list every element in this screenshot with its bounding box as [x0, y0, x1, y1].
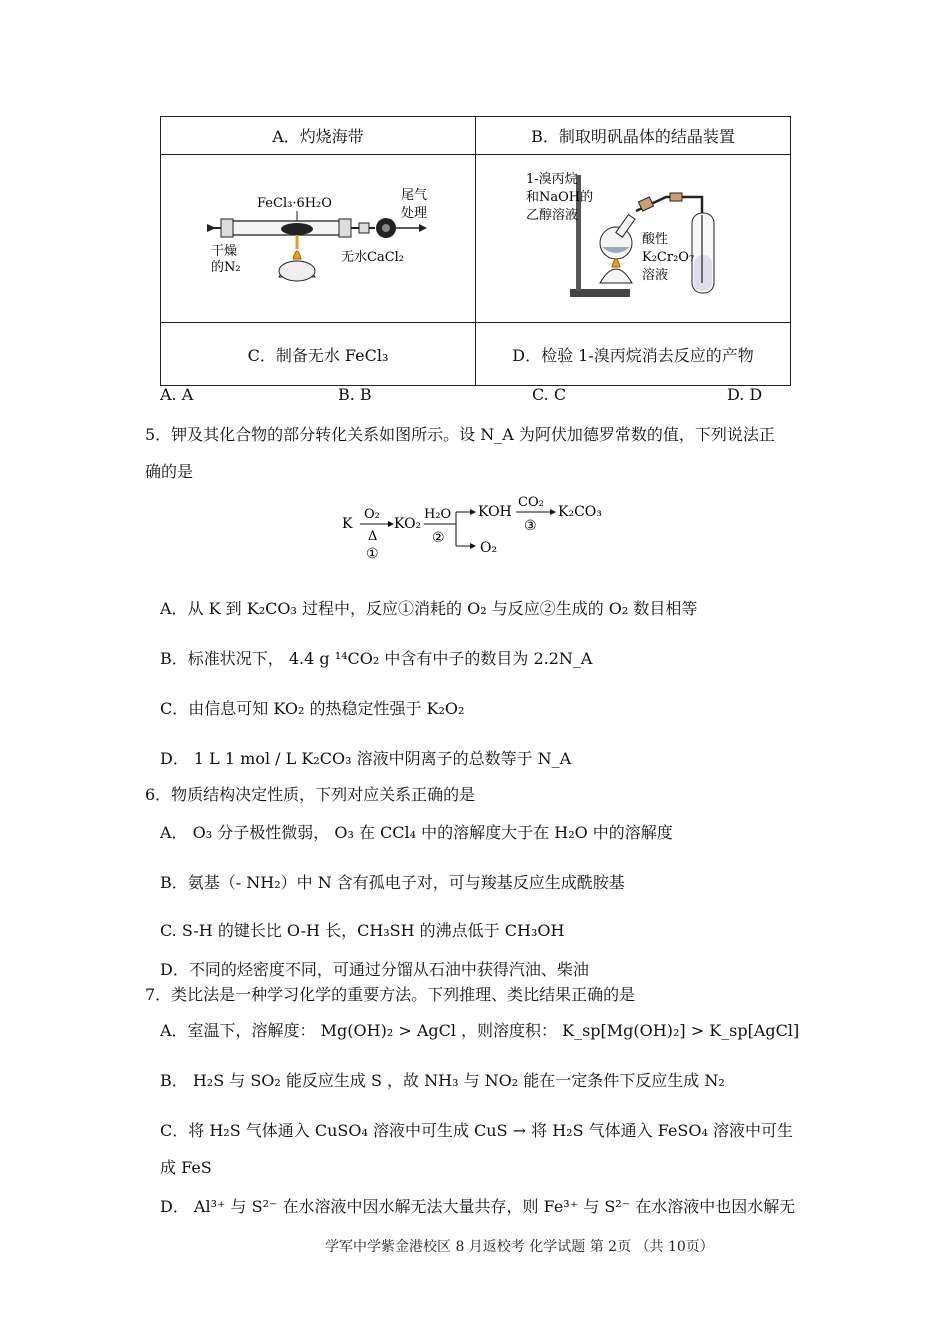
scheme-c3: ③	[524, 518, 537, 534]
cell-c-label: C．制备无水 FeCl₃	[161, 323, 476, 386]
q5-stem-line2: 确的是	[145, 462, 194, 481]
scheme-o2: O₂	[364, 507, 380, 522]
choice-a: A. A	[160, 385, 194, 404]
scheme-o2-product: O₂	[480, 540, 498, 556]
label-r2: K₂Cr₂O₇	[642, 250, 695, 265]
q5-option-a: A．从 K 到 K₂CO₃ 过程中，反应①消耗的 O₂ 与反应②生成的 O₂ 数目相等	[160, 599, 698, 618]
scheme-k2co3: K₂CO₃	[558, 504, 602, 520]
choice-b: B. B	[338, 385, 372, 404]
q7-option-c-cont: 成 FeS	[160, 1158, 212, 1177]
figure-elimination-apparatus	[476, 155, 791, 323]
label-l3: 乙醇溶液	[526, 208, 579, 223]
label-dry: 干燥	[211, 244, 238, 259]
cell-a-label: A．灼烧海带	[161, 117, 476, 155]
option-table	[160, 116, 791, 386]
q5-option-c: C．由信息可知 KO₂ 的热稳定性强于 K₂O₂	[160, 699, 465, 718]
label-n2: 的N₂	[211, 260, 241, 275]
choice-c: C. C	[532, 385, 567, 404]
q5-option-d: D． 1 L 1 mol / L K₂CO₃ 溶液中阴离子的总数等于 N_A	[160, 749, 572, 768]
reaction-scheme	[336, 494, 626, 566]
scheme-h2o: H₂O	[424, 507, 452, 522]
q6-option-b: B．氨基（- NH₂）中 N 含有孤电子对，可与羧基反应生成酰胺基	[160, 873, 625, 892]
q7-option-b: B． H₂S 与 SO₂ 能反应生成 S ，故 NH₃ 与 NO₂ 能在一定条件下反应生成 N₂	[160, 1071, 725, 1090]
cell-b-label: B．制取明矾晶体的结晶装置	[476, 117, 791, 155]
q6-option-d: D．不同的烃密度不同，可通过分馏从石油中获得汽油、柴油	[160, 960, 589, 979]
label-cacl2: 无水CaCl₂	[341, 250, 405, 265]
q5-option-b: B．标准状况下， 4.4 g ¹⁴CO₂ 中含有中子的数目为 2.2N_A	[160, 649, 593, 668]
q7-option-c: C．将 H₂S 气体通入 CuSO₄ 溶液中可生成 CuS → 将 H₂S 气体通入 FeSO₄ 溶液中可生	[160, 1121, 793, 1140]
scheme-c2: ②	[432, 530, 445, 546]
q6-option-a: A． O₃ 分子极性微弱， O₃ 在 CCl₄ 中的溶解度大于在 H₂O 中的溶解度	[160, 823, 673, 842]
label-r3: 溶液	[642, 268, 669, 283]
label-l1: 1-溴丙烷	[526, 172, 578, 187]
apparatus-drawing-2	[476, 155, 791, 318]
label-l2: 和NaOH的	[526, 190, 594, 205]
q6-stem: 6．物质结构决定性质，下列对应关系正确的是	[145, 785, 476, 804]
q7-option-a: A．室温下，溶解度： Mg(OH)₂ > AgCl ，则溶度积： K_sp[Mg(OH)₂] > K_sp[AgCl]	[160, 1021, 800, 1040]
scheme-co2: CO₂	[518, 495, 544, 510]
label-r1: 酸性	[642, 232, 669, 247]
apparatus-drawing-1	[161, 155, 476, 318]
label-fecl3: FeCl₃·6H₂O	[257, 196, 332, 211]
label-tail2: 处理	[401, 206, 428, 221]
q6-option-c: C. S-H 的键长比 O-H 长，CH₃SH 的沸点低于 CH₃OH	[160, 921, 565, 940]
q7-stem: 7．类比法是一种学习化学的重要方法。下列推理、类比结果正确的是	[145, 985, 636, 1004]
scheme-ko2: KO₂	[394, 516, 422, 532]
cell-d-label: D．检验 1-溴丙烷消去反应的产物	[476, 323, 791, 386]
q7-option-d: D． Al³⁺ 与 S²⁻ 在水溶液中因水解无法大量共存，则 Fe³⁺ 与 S²⁻ 在水溶液中也因水解无	[160, 1197, 796, 1216]
scheme-c1: ①	[366, 546, 379, 562]
q5-stem-line1: 5．钾及其化合物的部分转化关系如图所示。设 N_A 为阿伏加德罗常数的值，下列说法正	[145, 425, 775, 444]
scheme-koh: KOH	[478, 504, 512, 520]
choice-d: D. D	[727, 385, 763, 404]
page-footer: 学军中学紫金港校区 8 月返校考 化学试题 第 2页 （共 10页）	[325, 1239, 714, 1255]
scheme-delta: Δ	[368, 529, 378, 544]
scheme-k: K	[342, 516, 353, 532]
label-tail: 尾气	[401, 188, 428, 203]
figure-fecl3-apparatus	[161, 155, 476, 323]
